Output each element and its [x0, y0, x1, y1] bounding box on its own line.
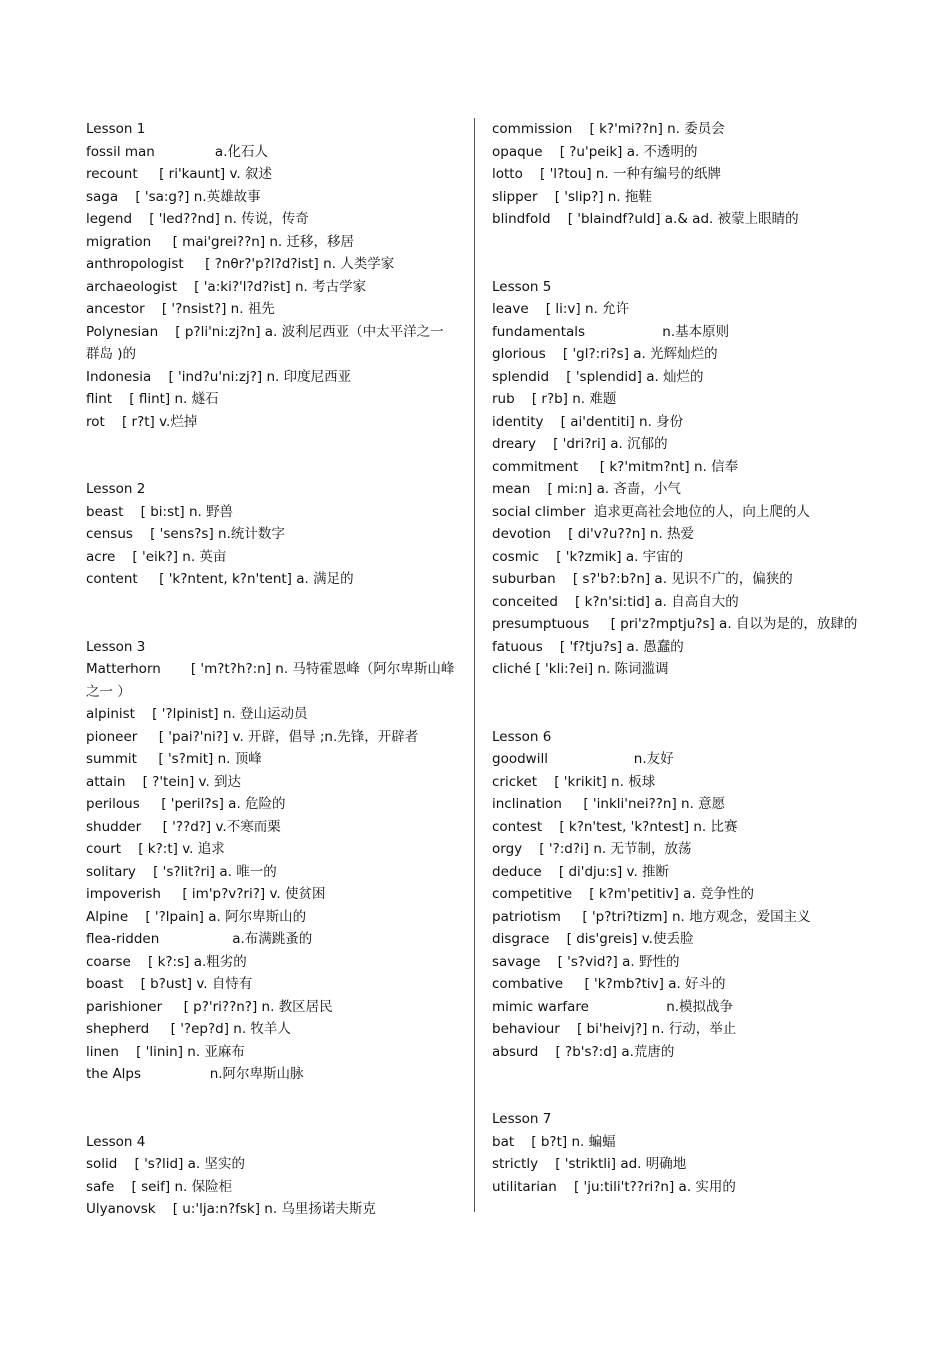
vocab-entry: summit [ 's?mit] n. 顶峰: [86, 751, 262, 767]
lesson-spacer: [492, 681, 862, 726]
vocab-entry: cliché [ 'kli:?ei] n. 陈词滥调: [492, 661, 669, 677]
lesson-section: [86, 636, 456, 1086]
vocab-entry: opaque [ ?u'peik] a. 不透明的: [492, 143, 698, 160]
vocab-entry: leave [ li:v] n. 允许: [492, 301, 630, 317]
vocab-entry: ancestor [ '?nsist?] n. 祖先: [86, 301, 275, 317]
lesson-section: [86, 1131, 456, 1221]
lesson-section: [86, 118, 456, 433]
vocab-entry: absurd [ ?b's?:d] a.荒唐的: [492, 1043, 675, 1060]
vocab-entry: commission [ k?'mi??n] n. 委员会: [492, 121, 725, 137]
vocab-entry: boast [ b?ust] v. 自恃有: [86, 976, 253, 992]
vocab-entry: Matterhorn [ 'm?t?h?:n] n. 马特霍恩峰（阿尔卑斯山峰之一 ）: [86, 661, 455, 700]
vocab-entry: presumptuous [ pri'z?mptju?s] a. 自以为是的，放肆的: [492, 616, 858, 632]
lesson-spacer: [86, 1086, 456, 1131]
vocab-entry: rub [ r?b] n. 难题: [492, 391, 617, 407]
vocab-entry: suburban [ s?'b?:b?n] a. 见识不广的，偏狭的: [492, 571, 793, 587]
vocab-entry: contest [ k?n'test, 'k?ntest] n. 比赛: [492, 818, 738, 835]
vocab-entry: behaviour [ bi'heivj?] n. 行动，举止: [492, 1021, 737, 1037]
vocab-entry: utilitarian [ 'ju:tili't??ri?n] a. 实用的: [492, 1178, 736, 1195]
vocab-entry: pioneer [ 'pai?'ni?] v. 开辟，倡导 ;n.先锋，开辟者: [86, 728, 419, 745]
vocab-entry: fossil man a.化石人: [86, 143, 268, 160]
lesson-section: [492, 276, 862, 681]
vocab-entry: dreary [ 'dri?ri] a. 沉郁的: [492, 436, 668, 452]
vocab-entry: Indonesia [ 'ind?u'ni:zj?] n. 印度尼西亚: [86, 368, 352, 385]
vocab-entry: legend [ 'led??nd] n. 传说，传奇: [86, 211, 309, 227]
vocab-entry: flea-ridden a.布满跳蚤的: [86, 931, 313, 947]
lesson-spacer: [86, 591, 456, 636]
vocab-entry: combative [ 'k?mb?tiv] a. 好斗的: [492, 976, 726, 992]
vocab-entry: coarse [ k?:s] a.粗劣的: [86, 953, 247, 970]
vocab-entry: shudder [ '??d?] v.不寒而栗: [86, 818, 281, 835]
lesson-section: [86, 478, 456, 591]
vocab-entry: acre [ 'eik?] n. 英亩: [86, 548, 227, 565]
vocab-entry: orgy [ '?:d?i] n. 无节制，放荡: [492, 841, 692, 857]
vocab-entry: inclination [ 'inkli'nei??n] n. 意愿: [492, 796, 726, 812]
vocab-entry: bat [ b?t] n. 蝙蝠: [492, 1133, 616, 1150]
vocab-entry: Alpine [ '?lpain] a. 阿尔卑斯山的: [86, 908, 307, 925]
lesson-title: Lesson 2: [86, 481, 146, 497]
lesson-title: Lesson 3: [86, 638, 146, 655]
vocab-entry: migration [ mai'grei??n] n. 迁移，移居: [86, 233, 355, 250]
vocab-entry: court [ k?:t] v. 追求: [86, 841, 225, 857]
vocab-entry: recount [ ri'kaunt] v. 叙述: [86, 166, 273, 182]
vocab-entry: devotion [ di'v?u??n] n. 热爱: [492, 526, 695, 542]
lesson-section: [492, 726, 862, 1064]
vocab-entry: cricket [ 'krikit] n. 板球: [492, 773, 656, 790]
vocab-entry: perilous [ 'peril?s] a. 危险的: [86, 796, 286, 812]
vocab-entry: parishioner [ p?'ri??n?] n. 教区居民: [86, 998, 333, 1015]
vocab-entry: attain [ ?'tein] v. 到达: [86, 773, 242, 790]
vocab-entry: beast [ bi:st] n. 野兽: [86, 503, 234, 520]
vocab-entry: rot [ r?t] v.烂掉: [86, 413, 198, 430]
vocab-entry: slipper [ 'slip?] n. 拖鞋: [492, 188, 652, 205]
lesson-spacer: [492, 231, 862, 276]
vocab-entry: cosmic [ 'k?zmik] a. 宇宙的: [492, 548, 684, 565]
vocab-entry: mimic warfare n.模拟战争: [492, 998, 734, 1015]
vocab-entry: conceited [ k?n'si:tid] a. 自高自大的: [492, 593, 739, 610]
vocab-entry: savage [ 's?vid?] a. 野性的: [492, 953, 680, 970]
lesson-section: [492, 1108, 862, 1198]
vocab-entry: solid [ 's?lid] a. 坚实的: [86, 1156, 245, 1172]
vocab-entry: disgrace [ dis'greis] v.使丢脸: [492, 931, 694, 947]
vocab-entry: blindfold [ 'blaindf?uld] a.& ad. 被蒙上眼睛的: [492, 211, 799, 227]
vocab-entry: lotto [ 'l?tou] n. 一种有编号的纸牌: [492, 166, 722, 182]
vocab-entry: splendid [ 'splendid] a. 灿烂的: [492, 368, 704, 385]
lesson-title: Lesson 6: [492, 728, 552, 745]
vocab-entry: content [ 'k?ntent, k?n'tent] a. 满足的: [86, 571, 354, 587]
vocab-entry: anthropologist [ ?nθr?'p?l?d?ist] n. 人类学家: [86, 256, 395, 272]
vocab-entry: mean [ mi:n] a. 吝啬，小气: [492, 481, 681, 497]
lesson-title: Lesson 5: [492, 278, 552, 295]
vocab-entry: commitment [ k?'mitm?nt] n. 信奉: [492, 458, 739, 475]
vocab-entry: fatuous [ 'f?tju?s] a. 愚蠢的: [492, 638, 684, 655]
lesson-spacer: [86, 433, 456, 478]
vocab-entry: the Alps n.阿尔卑斯山脉: [86, 1066, 304, 1082]
lesson-section: [492, 118, 862, 231]
vocab-entry: archaeologist [ 'a:ki?'l?d?ist] n. 考古学家: [86, 278, 367, 295]
vocab-entry: deduce [ di'dju:s] v. 推断: [492, 863, 670, 880]
vocab-entry: identity [ ai'dentiti] n. 身份: [492, 413, 684, 430]
vocab-entry: social climber 追求更高社会地位的人，向上爬的人: [492, 503, 810, 520]
vocab-entry: solitary [ 's?lit?ri] a. 唯一的: [86, 863, 277, 880]
left-column: [86, 118, 456, 1221]
lesson-spacer: [492, 1063, 862, 1108]
vocab-entry: fundamentals n.基本原则: [492, 323, 730, 340]
vocab-entry: competitive [ k?m'petitiv] a. 竞争性的: [492, 886, 755, 902]
vocab-entry: impoverish [ im'p?v?ri?] v. 使贫困: [86, 886, 326, 902]
vocab-entry: goodwill n.友好: [492, 751, 674, 767]
vocab-entry: saga [ 'sa:g?] n.英雄故事: [86, 188, 261, 205]
vocab-entry: census [ 'sens?s] n.统计数字: [86, 526, 285, 542]
lesson-title: Lesson 1: [86, 121, 146, 137]
vocab-entry: glorious [ 'gl?:ri?s] a. 光辉灿烂的: [492, 346, 718, 362]
column-divider: [474, 118, 475, 1212]
vocab-entry: flint [ flint] n. 燧石: [86, 391, 219, 407]
vocab-entry: linen [ 'linin] n. 亚麻布: [86, 1043, 245, 1060]
right-column: [492, 118, 862, 1198]
vocab-entry: safe [ seif] n. 保险柜: [86, 1178, 233, 1195]
lesson-title: Lesson 4: [86, 1133, 146, 1150]
vocab-entry: shepherd [ '?ep?d] n. 牧羊人: [86, 1021, 291, 1037]
vocab-entry: alpinist [ '?lpinist] n. 登山运动员: [86, 706, 308, 722]
vocab-entry: patriotism [ 'p?tri?tizm] n. 地方观念，爱国主义: [492, 908, 811, 925]
lesson-title: Lesson 7: [492, 1111, 552, 1127]
vocab-entry: strictly [ 'striktli] ad. 明确地: [492, 1156, 687, 1172]
vocab-entry: Ulyanovsk [ u:'lja:n?fsk] n. 乌里扬诺夫斯克: [86, 1201, 376, 1217]
vocab-entry: Polynesian [ p?li'ni:zj?n] a. 波利尼西亚（中太平洋之一群岛 )的: [86, 323, 444, 362]
